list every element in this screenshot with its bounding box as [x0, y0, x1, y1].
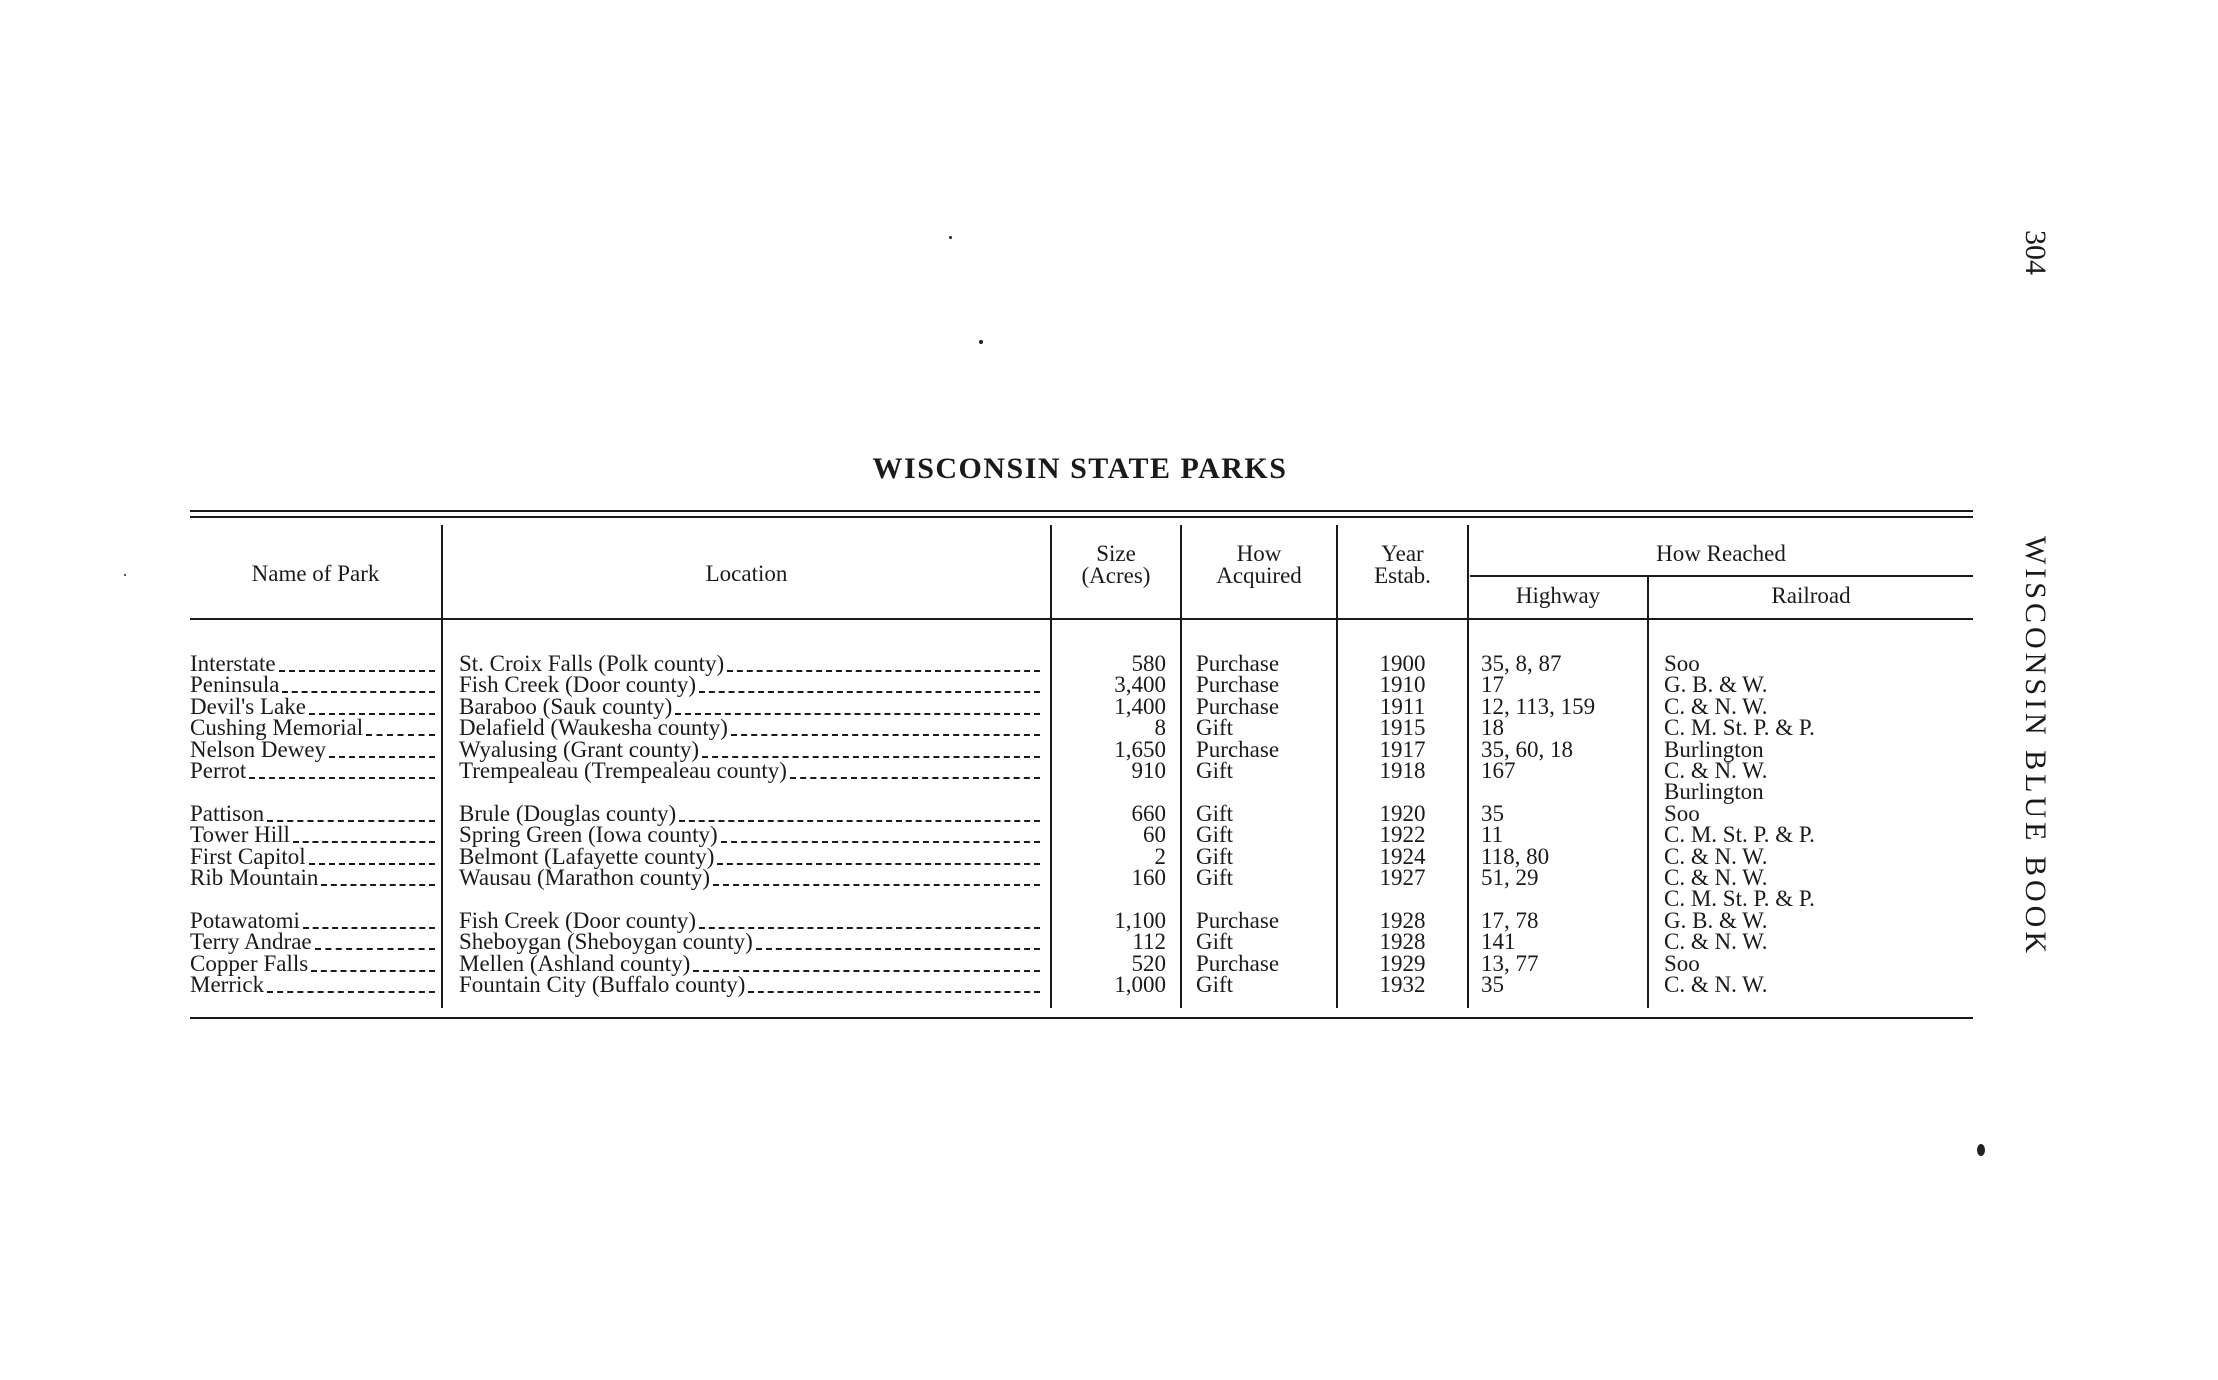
park-size: 3,400: [1114, 672, 1166, 697]
park-size: 660: [1131, 801, 1166, 826]
park-name: Tower Hill: [190, 822, 290, 847]
park-railroad: C. M. St. P. & P.: [1664, 822, 1815, 847]
park-acquired: Gift: [1196, 715, 1234, 740]
column-divider-size: [1180, 525, 1182, 1008]
park-acquired: Gift: [1196, 844, 1234, 869]
park-acquired: Purchase: [1196, 672, 1280, 697]
leader-dots: [717, 863, 1040, 865]
table-bottom-rule: [190, 1017, 1973, 1019]
header-railroad: Railroad: [1771, 583, 1851, 608]
park-railroad-secondary: C. M. St. P. & P.: [1664, 886, 1815, 911]
park-location: St. Croix Falls (Polk county): [459, 651, 725, 676]
park-size: 1,400: [1114, 694, 1166, 719]
header-size-line2: (Acres): [1081, 563, 1151, 588]
park-railroad-secondary: Burlington: [1664, 779, 1764, 804]
park-size: 2: [1154, 844, 1166, 869]
park-name: Copper Falls: [190, 951, 309, 976]
park-size: 1,100: [1114, 908, 1166, 933]
park-year: 1932: [1379, 972, 1426, 997]
header-year-line2: Estab.: [1374, 563, 1431, 588]
park-location: Fish Creek (Door county): [459, 672, 696, 697]
park-size: 1,650: [1114, 737, 1166, 762]
header-rule-how-reached: [1470, 575, 1973, 577]
park-name: Interstate: [190, 651, 276, 676]
leader-dots: [267, 991, 435, 993]
park-size: 1,000: [1114, 972, 1166, 997]
park-name: Merrick: [190, 972, 265, 997]
park-acquired: Gift: [1196, 801, 1234, 826]
column-divider-location: [1050, 525, 1052, 1008]
park-highway: 12, 113, 159: [1481, 694, 1596, 719]
leader-dots: [329, 756, 435, 758]
column-divider-highway: [1647, 575, 1649, 1008]
park-name: Terry Andrae: [190, 929, 312, 954]
leader-dots: [693, 970, 1040, 972]
table-top-rule: [190, 510, 1973, 512]
park-year: 1920: [1379, 801, 1426, 826]
park-year: 1918: [1379, 758, 1426, 783]
park-highway: 141: [1481, 929, 1516, 954]
leader-dots: [731, 734, 1040, 736]
park-railroad: Burlington: [1664, 737, 1764, 762]
leader-dots: [309, 863, 435, 865]
park-year: 1900: [1379, 651, 1426, 676]
park-acquired: Purchase: [1196, 694, 1280, 719]
park-location: Fish Creek (Door county): [459, 908, 696, 933]
leader-dots: [748, 991, 1040, 993]
park-location: Trempealeau (Trempealeau county): [459, 758, 787, 783]
page-number: 304: [2019, 230, 2052, 275]
leader-dots: [790, 777, 1040, 779]
park-highway: 17: [1481, 672, 1504, 697]
park-year: 1917: [1379, 737, 1426, 762]
park-size: 160: [1131, 865, 1166, 890]
park-acquired: Gift: [1196, 758, 1234, 783]
column-divider-name: [441, 525, 443, 1008]
park-name: First Capitol: [190, 844, 306, 869]
park-name: Perrot: [190, 758, 247, 783]
header-how-reached: How Reached: [1656, 541, 1786, 566]
park-railroad: C. & N. W.: [1664, 694, 1768, 719]
park-railroad: C. & N. W.: [1664, 865, 1768, 890]
header-size-line1: Size: [1096, 541, 1136, 566]
park-name: Rib Mountain: [190, 865, 319, 890]
park-acquired: Purchase: [1196, 951, 1280, 976]
leader-dots: [315, 948, 435, 950]
speck: [979, 340, 983, 344]
park-name: Peninsula: [190, 672, 280, 697]
park-highway: 118, 80: [1481, 844, 1550, 869]
park-highway: 11: [1481, 822, 1504, 847]
park-location: Mellen (Ashland county): [459, 951, 691, 976]
leader-dots: [293, 841, 435, 843]
park-size: 112: [1132, 929, 1166, 954]
header-year-line1: Year: [1381, 541, 1424, 566]
leader-dots: [721, 841, 1040, 843]
park-railroad: C. M. St. P. & P.: [1664, 715, 1815, 740]
speck: [949, 236, 952, 239]
header-how-line2: Acquired: [1216, 563, 1302, 588]
park-highway: 35, 60, 18: [1481, 737, 1573, 762]
park-location: Wausau (Marathon county): [459, 865, 711, 890]
park-location: Belmont (Lafayette county): [459, 844, 715, 869]
park-acquired: Purchase: [1196, 908, 1280, 933]
header-bottom-rule: [190, 618, 1973, 620]
header-location: Location: [705, 561, 788, 586]
park-highway: 35: [1481, 801, 1504, 826]
park-highway: 51, 29: [1481, 865, 1539, 890]
park-acquired: Gift: [1196, 972, 1234, 997]
leader-dots: [303, 927, 435, 929]
park-railroad: Soo: [1664, 951, 1700, 976]
park-highway: 35: [1481, 972, 1504, 997]
park-name: Potawatomi: [190, 908, 300, 933]
park-year: 1915: [1379, 715, 1426, 740]
park-highway: 17, 78: [1481, 908, 1539, 933]
park-year: 1924: [1379, 844, 1426, 869]
leader-dots: [713, 884, 1040, 886]
park-location: Delafield (Waukesha county): [459, 715, 728, 740]
leader-dots: [321, 884, 435, 886]
page-title: WISCONSIN STATE PARKS: [872, 452, 1288, 485]
park-year: 1928: [1379, 929, 1426, 954]
park-year: 1929: [1379, 951, 1426, 976]
leader-dots: [366, 734, 435, 736]
park-railroad: Soo: [1664, 651, 1700, 676]
park-size: 910: [1131, 758, 1166, 783]
park-location: Wyalusing (Grant county): [459, 737, 700, 762]
park-highway: 35, 8, 87: [1481, 651, 1562, 676]
leader-dots: [249, 777, 435, 779]
park-name: Nelson Dewey: [190, 737, 327, 762]
park-railroad: C. & N. W.: [1664, 844, 1768, 869]
park-railroad: G. B. & W.: [1664, 908, 1768, 933]
park-location: Sheboygan (Sheboygan county): [459, 929, 753, 954]
park-highway: 167: [1481, 758, 1516, 783]
park-size: 520: [1131, 951, 1166, 976]
park-railroad: G. B. & W.: [1664, 672, 1768, 697]
park-name: Pattison: [190, 801, 265, 826]
park-year: 1911: [1379, 694, 1426, 719]
leader-dots: [727, 670, 1040, 672]
speck: [124, 574, 126, 576]
leader-dots: [311, 970, 435, 972]
park-size: 8: [1154, 715, 1166, 740]
running-head: WISCONSIN BLUE BOOK: [2019, 535, 2052, 957]
leader-dots: [279, 670, 435, 672]
header-highway: Highway: [1515, 583, 1601, 608]
park-year: 1922: [1379, 822, 1426, 847]
park-location: Fountain City (Buffalo county): [459, 972, 746, 997]
park-acquired: Purchase: [1196, 737, 1280, 762]
header-how-line1: How: [1236, 541, 1282, 566]
leader-dots: [699, 691, 1040, 693]
park-location: Baraboo (Sauk county): [459, 694, 673, 719]
leader-dots: [675, 713, 1040, 715]
park-railroad: C. & N. W.: [1664, 929, 1768, 954]
speck: [1977, 1144, 1985, 1156]
park-name: Cushing Memorial: [190, 715, 364, 740]
park-acquired: Gift: [1196, 929, 1234, 954]
park-name: Devil's Lake: [190, 694, 306, 719]
park-location: Brule (Douglas county): [459, 801, 677, 826]
park-acquired: Purchase: [1196, 651, 1280, 676]
park-size: 580: [1131, 651, 1166, 676]
park-highway: 18: [1481, 715, 1504, 740]
park-acquired: Gift: [1196, 865, 1234, 890]
leader-dots: [282, 691, 435, 693]
park-year: 1928: [1379, 908, 1426, 933]
park-highway: 13, 77: [1481, 951, 1539, 976]
leader-dots: [756, 948, 1040, 950]
park-railroad: C. & N. W.: [1664, 758, 1768, 783]
park-year: 1927: [1379, 865, 1426, 890]
table-top-rule-second: [190, 516, 1973, 518]
header-name-of-park: Name of Park: [251, 561, 380, 586]
leader-dots: [267, 820, 435, 822]
leader-dots: [679, 820, 1040, 822]
park-location: Spring Green (Iowa county): [459, 822, 718, 847]
park-acquired: Gift: [1196, 822, 1234, 847]
park-year: 1910: [1379, 672, 1426, 697]
park-size: 60: [1143, 822, 1166, 847]
park-railroad: Soo: [1664, 801, 1700, 826]
park-railroad: C. & N. W.: [1664, 972, 1768, 997]
